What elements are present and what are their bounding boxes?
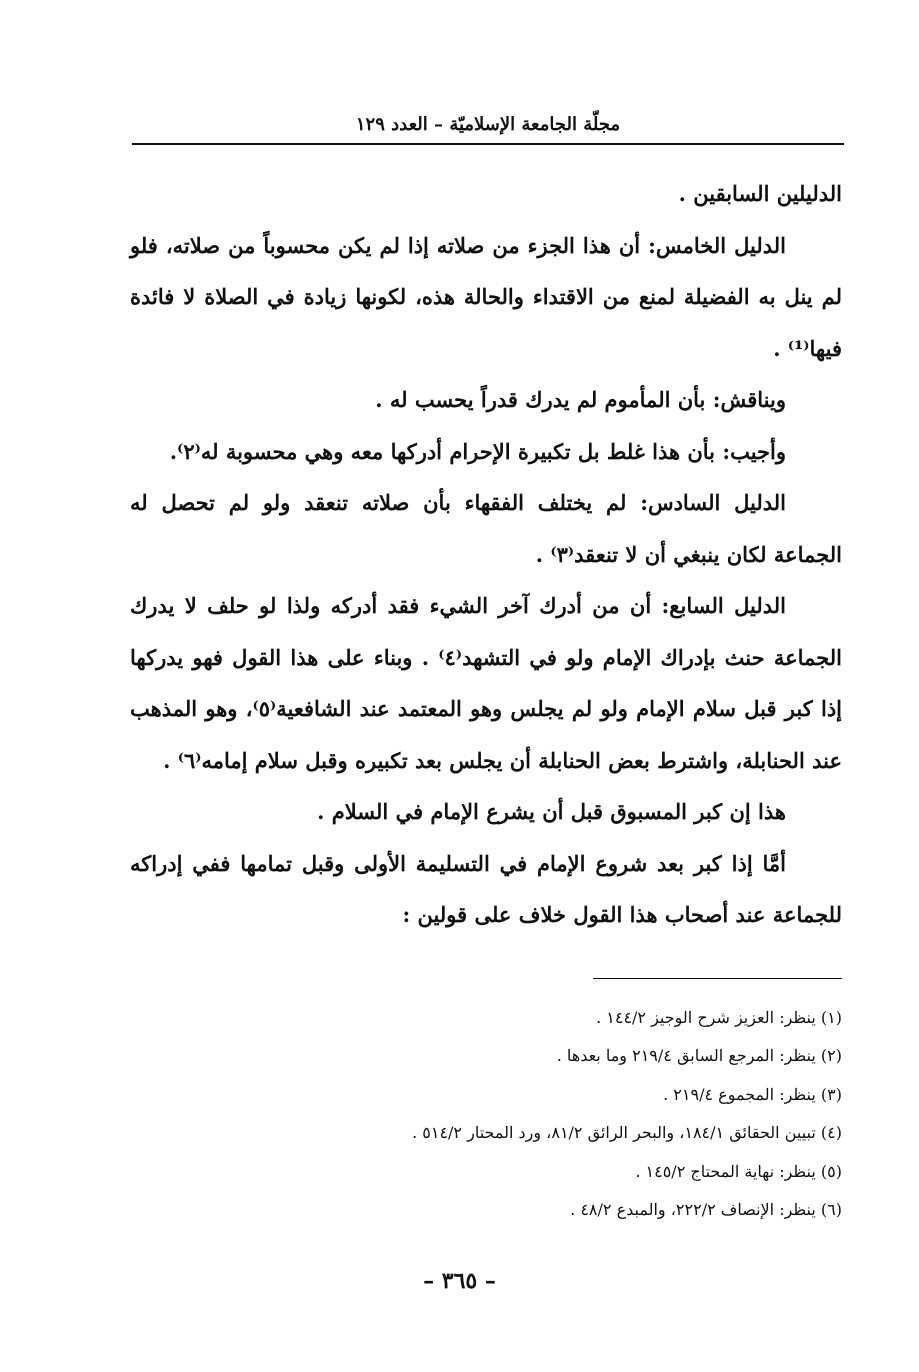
paragraph-1: الدليلين السابقين .: [678, 181, 842, 206]
footnote-2: (٢) ينظر: المرجع السابق ٢١٩/٤ وما بعدها .: [556, 1046, 842, 1066]
paragraph-6: الدليل السابع: أن من أدرك آخر الشيء فقد أدركه ولذا لو حلف لا يدرك الجماعة حنث بإدراك الإمام ولو في التشهد⁽٤⁾ . وبناء على هذا القول فهو يدركها إذا كبر قبل سلام الإمام ولو لم يجلس وهو المعتمد عند الشافعية⁽٥⁾، وهو المذهب عند الحنابلة، واشترط بعض الحنابلة أن يجلس بعد تكبيره وقبل سلام إمامه⁽٦⁾ .: [130, 593, 843, 773]
footnote-5: (٥) ينظر: نهاية المحتاج ١٤٥/٢ .: [635, 1161, 842, 1181]
footnote-6: (٦) ينظر: الإنصاف ٢٢٢/٢، والمبدع ٤٨/٢ .: [570, 1200, 842, 1220]
page-number: – ٣٦٥ –: [423, 1268, 496, 1294]
footnote-4: (٤) تبيين الحقائق ١٨٤/١، والبحر الرائق ٨١/٢، ورد المحتار ٥١٤/٢ .: [412, 1123, 842, 1143]
footnotes: [130, 999, 842, 1229]
running-header: مجلّة الجامعة الإسلاميّة – العدد ١٢٩: [355, 114, 621, 135]
paragraph-8: أمَّا إذا كبر بعد شروع الإمام في التسليمة الأولى وقبل تمامها ففي إدراكه للجماعة عند أصحاب هذا القول خلاف على قولين :: [130, 850, 842, 927]
paragraph-3: ويناقش: بأن المأموم لم يدرك قدراً يحسب له .: [375, 387, 786, 412]
paragraph-7: هذا إن كبر المسبوق قبل أن يشرع الإمام في السلام .: [317, 799, 786, 824]
paragraph-4: وأجيب: بأن هذا غلط بل تكبيرة الإحرام أدركها معه وهي محسوبة له⁽٢⁾.: [169, 438, 786, 464]
paragraph-5: الدليل السادس: لم يختلف الفقهاء بأن صلاته تنعقد ولو لم تحصل له الجماعة لكان ينبغي أن لا تنعقد⁽٣⁾ .: [130, 490, 842, 567]
main-text: [130, 168, 842, 941]
footnote-1: (١) ينظر: العزيز شرح الوجيز ١٤٤/٢ .: [596, 1008, 842, 1027]
footnote-separator: [593, 978, 842, 979]
footnote-3: (٣) ينظر: المجموع ٢١٩/٤ .: [663, 1084, 842, 1104]
paragraph-2: الدليل الخامس: أن هذا الجزء من صلاته إذا لم يكن محسوباً من صلاته، فلو لم ينل به الفضيلة لمنع من الاقتداء والحالة هذه، لكونها زيادة في الصلاة لا فائدة فيها⁽¹⁾ .: [130, 232, 842, 361]
header-rule: [132, 143, 844, 145]
